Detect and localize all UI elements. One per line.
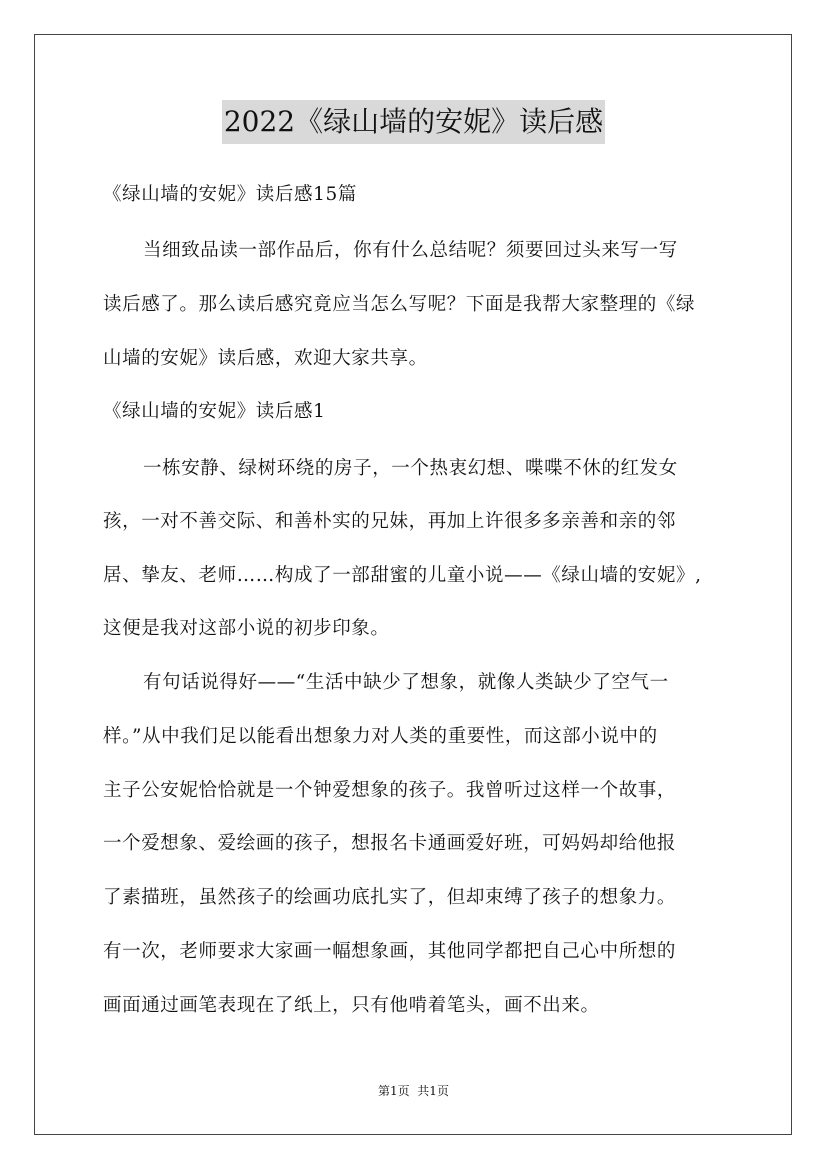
paragraph-line: 有句话说得好——“生活中缺少了想象，就像人类缺少了空气一 bbox=[143, 672, 669, 693]
paragraph-line: 读后感了。那么读后感究竟应当怎么写呢？下面是我帮大家整理的《绿 bbox=[103, 294, 696, 315]
paragraph-line: 主子公安妮恰恰就是一个钟爱想象的孩子。我曾听过这样一个故事， bbox=[103, 780, 677, 801]
page-number-footer: 第1页 共1页 bbox=[378, 1084, 449, 1098]
document-title: 2022《绿山墙的安妮》读后感 bbox=[222, 100, 605, 144]
section-heading: 《绿山墙的安妮》读后感1 bbox=[103, 401, 326, 422]
paragraph-line: 居、挚友、老师……构成了一部甜蜜的儿童小说——《绿山墙的安妮》, bbox=[103, 565, 702, 586]
title-container bbox=[0, 100, 827, 144]
paragraph-line: 一个爱想象、爱绘画的孩子，想报名卡通画爱好班，可妈妈却给他报 bbox=[103, 833, 677, 854]
paragraph-line: 有一次，老师要求大家画一幅想象画，其他同学都把自己心中所想的 bbox=[103, 941, 677, 962]
paragraph-line: 画面通过画笔表现在了纸上，只有他啃着笔头，画不出来。 bbox=[103, 995, 600, 1016]
paragraph-line: 孩，一对不善交际、和善朴实的兄妹，再加上许很多多亲善和亲的邻 bbox=[103, 511, 677, 532]
paragraph-line: 样。”从中我们足以能看出想象力对人类的重要性，而这部小说中的 bbox=[103, 726, 658, 747]
paragraph-line: 这便是我对这部小说的初步印象。 bbox=[103, 618, 390, 639]
paragraph-line: 当细致品读一部作品后，你有什么总结呢？须要回过头来写一写 bbox=[143, 240, 678, 261]
paragraph-line: 一栋安静、绿树环绕的房子，一个热衷幻想、喋喋不休的红发女 bbox=[143, 458, 678, 479]
paragraph-line: 山墙的安妮》读后感，欢迎大家共享。 bbox=[103, 348, 428, 369]
subtitle-line: 《绿山墙的安妮》读后感15篇 bbox=[103, 184, 357, 205]
paragraph-line: 了素描班，虽然孩子的绘画功底扎实了，但却束缚了孩子的想象力。 bbox=[103, 887, 677, 908]
